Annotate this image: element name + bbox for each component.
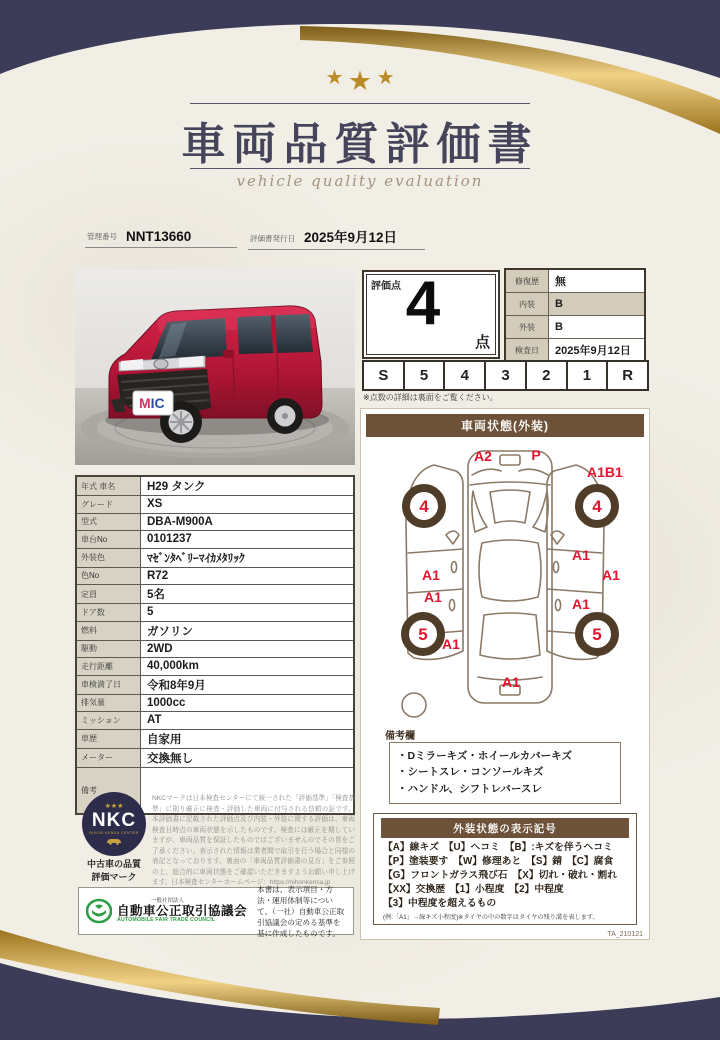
svg-text:MIC: MIC: [139, 395, 165, 411]
condition-value: B: [549, 316, 646, 339]
car-icon: [106, 837, 122, 845]
score-label: 評価点: [371, 281, 401, 292]
table-row: [505, 293, 645, 316]
spec-value: ガソリン: [141, 621, 355, 640]
aftc-box: [78, 884, 354, 938]
spec-value: 2WD: [141, 640, 355, 658]
spec-label: 色No: [76, 567, 141, 585]
table-row: [76, 729, 354, 748]
spec-label: 外装色: [76, 548, 141, 567]
title-rule-top: [190, 103, 530, 104]
aftc-org-type: 一般社団法人: [151, 897, 185, 904]
mic-badge: [133, 391, 173, 415]
vehicle-photo: [75, 270, 355, 465]
spec-value: 令和8年9月: [141, 675, 355, 694]
spec-value: DBA-M900A: [141, 513, 355, 531]
aftc-logo-icon: [86, 898, 112, 924]
spec-label: 車台No: [76, 531, 141, 549]
spec-value: H29 タンク: [141, 476, 355, 496]
legend-line: 【3】中程度を超えるもの: [383, 897, 497, 909]
damage-code: A1: [442, 636, 460, 652]
condition-label: 外装: [505, 316, 549, 339]
vehicle-spec-table: [75, 475, 355, 815]
scale-cell: 4: [445, 362, 486, 389]
title-rule-bottom: [190, 168, 530, 169]
issue-date-value: 2025年9月12日: [304, 230, 398, 245]
issue-date-group: [248, 226, 425, 250]
spec-label: 車歴: [76, 729, 141, 748]
spec-label: 定員: [76, 585, 141, 604]
table-row: [76, 675, 354, 694]
nkc-mark-line1: 中古車の品質: [86, 859, 141, 869]
legend-box: [373, 813, 637, 925]
table-row: [76, 531, 354, 549]
damage-code: A1: [572, 596, 590, 612]
issue-date-label: 評価書発行日: [250, 234, 295, 243]
wheel-front-left-value: 4: [419, 497, 429, 516]
damage-code: A1: [572, 547, 590, 563]
table-row: [76, 658, 354, 676]
table-row: [76, 567, 354, 585]
condition-label: 検査日: [505, 339, 549, 363]
damage-code: A1: [502, 674, 520, 690]
toyota-emblem: [154, 359, 168, 369]
spec-label: 駆動: [76, 640, 141, 658]
page-title: 車両品質評価書: [181, 119, 539, 170]
table-row: [76, 604, 354, 622]
grade-scale: [362, 360, 649, 391]
spec-value: 5名: [141, 585, 355, 604]
legend-line: 【XX】交換歴 【1】小程度 【2】中程度: [383, 883, 564, 895]
spec-value: AT: [141, 712, 355, 730]
nkc-mark-label: [62, 858, 166, 883]
spec-value: R72: [141, 567, 355, 585]
car-top-view: [468, 451, 552, 703]
table-row: [76, 585, 354, 604]
spec-label: 排気量: [76, 694, 141, 712]
scale-cell: R: [622, 367, 634, 384]
spec-label: メーター: [76, 748, 141, 767]
spec-value: ﾏｾﾞﾝﾀﾍﾞﾘｰﾏｲｶﾒﾀﾘｯｸ: [141, 548, 355, 567]
car-condition-diagram: [366, 439, 644, 723]
scale-cell: 2: [527, 362, 568, 389]
control-number-group: [85, 226, 237, 248]
wheel-rear-left-value: 5: [418, 625, 428, 644]
nkc-logo: [84, 794, 144, 854]
scale-cell: 5: [405, 362, 446, 389]
spec-label: 備考: [76, 767, 141, 814]
table-row: [76, 513, 354, 531]
remarks-label: 備考欄: [385, 731, 415, 742]
scale-cell: S: [364, 362, 405, 389]
damage-code: A1: [424, 589, 442, 605]
nkc-stars: ★★★: [104, 802, 124, 810]
spec-value: 交換無し: [141, 748, 355, 767]
table-row: [76, 712, 354, 730]
spec-value: 5: [141, 604, 355, 622]
legend-line: 【A】線キズ 【U】ヘコミ 【B】:キズを伴うヘコミ: [383, 842, 613, 853]
spec-label: 走行距離: [76, 658, 141, 676]
spec-value: 自家用: [141, 729, 355, 748]
remark-line: ・ハンドル、シフトレバースレ: [397, 782, 542, 795]
table-row: [76, 694, 354, 712]
exterior-condition-panel: [360, 408, 650, 940]
remark-line: ・Dミラーキズ・ホイールカバーキズ: [397, 750, 572, 762]
aftc-note: 本書は、表示項目・方法・運用体制等について、（一社）自動車公正取引協議会の定める基準を基に作成したものです。: [257, 884, 345, 938]
document-code: TA_210121: [607, 931, 643, 938]
spec-value: 40,000km: [141, 658, 355, 676]
spec-value: 0101237: [141, 531, 355, 549]
legend-line: 【G】フロントガラス飛び石 【X】切れ・破れ・割れ: [383, 869, 617, 881]
page-subtitle: vehicle quality evaluation: [236, 172, 484, 190]
legend-title: 外装状態の表示記号: [381, 818, 629, 838]
legend-lines: [374, 841, 636, 911]
spec-value: 1000cc: [141, 694, 355, 712]
scale-note: ※点数の詳細は裏面をご覧ください。: [363, 393, 498, 402]
star-icon: ★: [347, 66, 373, 96]
nkc-description: NKCマークは日本検査センターにて統一された「評価基準」「検査基準」に則り厳正に検査・評価した車両に付与される信頼の証です。本評価書に記載された評価点及び内装・外装に関する評価は、車両検査日時点の車両状態を示したものです。検査には厳正を期していますが、車両品質を保証したものではございませんのでその旨をご了承ください。表示された情報は業者間で取引を行う場合と同様の表記となっております。裏面の「車両品質評価書の見方」をご参照の上、総合的に車両状態をご確認いただきますようお願い申し上げます。日本検査センターホームページ：https://nihonkensa.jp: [152, 795, 355, 887]
wheel-rear-right-value: 5: [592, 625, 602, 644]
aftc-org-en: AUTOMOBILE FAIR TRADE COUNCIL: [117, 916, 216, 923]
aftc-org-name: 自動車公正取引協議会: [117, 903, 248, 918]
nkc-mark-line2: 評価マーク: [91, 871, 137, 882]
star-icon: ★: [376, 67, 395, 89]
condition-label: 内装: [505, 293, 549, 316]
spare-tire: [402, 693, 426, 717]
condition-value: B: [549, 293, 646, 316]
condition-value: 無: [549, 269, 646, 293]
legend-note: (例:「A1」→線キズ小程度)※タイヤの中の数字はタイヤの残り溝を表します。: [383, 913, 599, 921]
spec-label: ドア数: [76, 604, 141, 622]
spec-label: 年式 車名: [76, 476, 141, 496]
spec-label: 型式: [76, 513, 141, 531]
score-unit: 点: [474, 334, 490, 351]
score-value: 4: [405, 269, 441, 338]
control-number-value: NNT13660: [126, 229, 192, 244]
wheel-front-right-value: 4: [592, 497, 602, 516]
panel-title: 車両状態(外装): [366, 414, 644, 437]
score-box: [362, 270, 500, 359]
legend-line: 【P】塗装要す 【W】修理あと 【S】錆 【C】腐食: [383, 855, 614, 867]
header-stars: [0, 68, 720, 95]
damage-code: A1: [422, 567, 440, 583]
scale-cell: 3: [486, 362, 527, 389]
table-row: [505, 316, 645, 339]
spec-label: 燃料: [76, 621, 141, 640]
damage-code: P: [531, 447, 541, 463]
aftc-name-block: [117, 899, 257, 923]
remarks-box: [389, 742, 621, 804]
table-row: [76, 748, 354, 767]
rear-wheel: [267, 398, 303, 434]
star-icon: ★: [325, 67, 344, 89]
condition-value: 2025年9月12日: [549, 339, 646, 363]
scale-cell: 1: [568, 362, 609, 389]
door-mirror: [223, 350, 234, 358]
damage-code: A1B1: [587, 464, 623, 480]
table-row: [505, 339, 645, 363]
table-row: [76, 548, 354, 567]
table-row: [76, 640, 354, 658]
spec-label: 車検満了日: [76, 675, 141, 694]
condition-table: [504, 268, 646, 363]
damage-code: A2: [474, 448, 492, 464]
nkc-center-text: NIHON KENSA CENTER: [89, 831, 139, 836]
remark-line: ・シートスレ・コンソールキズ: [397, 766, 544, 779]
nkc-name: NKC: [91, 809, 137, 831]
spec-label: グレード: [76, 496, 141, 514]
table-row: [76, 496, 354, 514]
table-row: [505, 269, 645, 293]
damage-code: A1: [602, 567, 620, 583]
spec-label: ミッション: [76, 712, 141, 730]
spec-value: XS: [141, 496, 355, 514]
table-row: [76, 476, 354, 496]
condition-label: 修復歴: [505, 269, 549, 293]
control-number-label: 管理番号: [87, 232, 117, 241]
table-row: [76, 621, 354, 640]
